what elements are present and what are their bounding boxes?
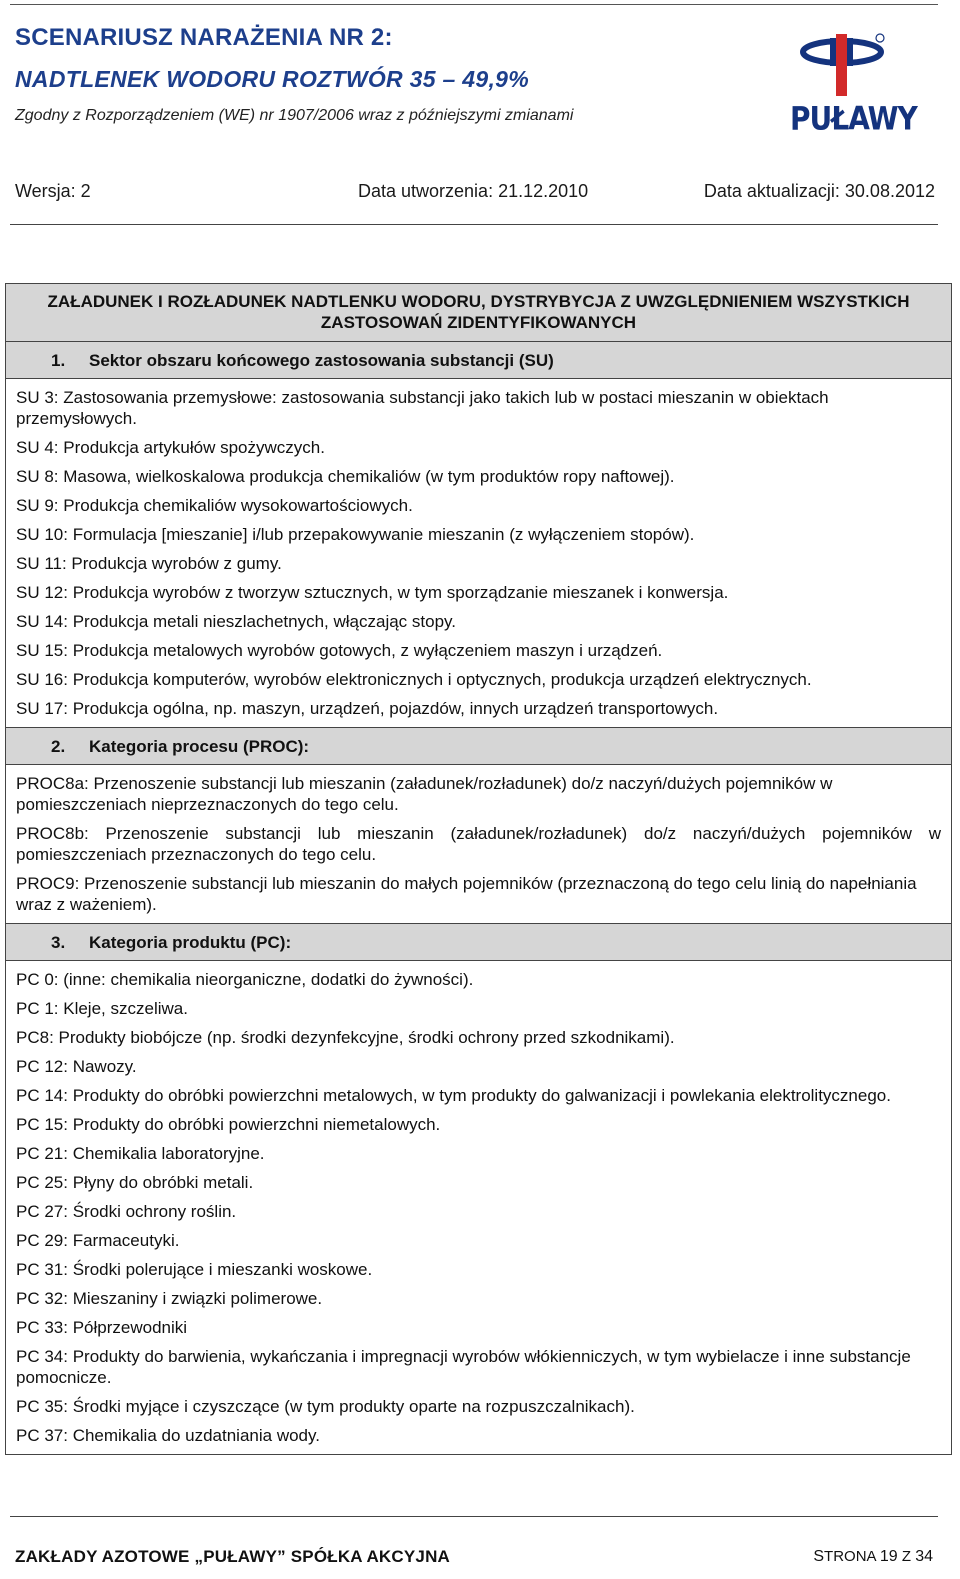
logo-wordmark: PUŁAWY xyxy=(790,99,917,138)
main-heading: ZAŁADUNEK I ROZŁADUNEK NADTLENKU WODORU, DYSTRYBYCJA Z UWZGLĘDNIENIEM WSZYSTKICH ZASTOSOWAŃ ZIDENTYFIKOWANYCH xyxy=(6,284,951,342)
scenario-title: SCENARIUSZ NARAŻENIA NR 2: xyxy=(15,24,393,51)
list-item: SU 3: Zastosowania przemysłowe: zastosowania substancji jako takich lub w postaci mieszanin w obiektach przemysłowych. xyxy=(16,388,829,428)
page-label-cap: S xyxy=(813,1548,825,1565)
section-heading-proc xyxy=(6,728,951,765)
version-label: Wersja: 2 xyxy=(15,181,91,201)
list-item: PROC9: Przenoszenie substancji lub mieszanin do małych pojemników (przeznaczoną do tego celu linią do napełniania wraz z ważeniem). xyxy=(16,874,917,914)
list-item: SU 11: Produkcja wyrobów z gumy. xyxy=(16,554,282,573)
list-item: PC 0: (inne: chemikalia nieorganiczne, dodatki do żywności). xyxy=(16,970,474,989)
list-item: PC 33: Półprzewodniki xyxy=(16,1318,188,1337)
section-title: Sektor obszaru końcowego zastosowania substancji (SU) xyxy=(89,351,554,370)
list-item: PC 31: Środki polerujące i mieszanki woskowe. xyxy=(16,1260,373,1279)
page-number xyxy=(813,1548,933,1566)
section-body-proc xyxy=(6,765,951,924)
list-item: PC 21: Chemikalia laboratoryjne. xyxy=(16,1144,265,1163)
section-number: 2. xyxy=(51,737,66,756)
list-item: SU 12: Produkcja wyrobów z tworzyw sztucznych, w tym sporządzanie mieszanek i konwersja. xyxy=(16,583,729,602)
section-number: 1. xyxy=(51,351,66,370)
list-item: PROC8b: Przenoszenie substancji lub mieszanin (załadunek/rozładunek) do/z naczyń/dużych pojemników w pomieszczeniach przeznaczonych do tego celu. xyxy=(16,824,941,864)
section-number: 3. xyxy=(51,933,66,952)
section-title: Kategoria produktu (PC): xyxy=(89,933,292,952)
section-body-pc xyxy=(6,961,951,1454)
section-heading-pc xyxy=(6,924,951,961)
list-item: PC 27: Środki ochrony roślin. xyxy=(16,1202,237,1221)
list-item: SU 9: Produkcja chemikaliów wysokowartościowych. xyxy=(16,496,413,515)
section-heading-su xyxy=(6,342,951,379)
list-item: SU 4: Produkcja artykułów spożywczych. xyxy=(16,438,325,457)
list-item: PC 35: Środki myjące i czyszczące (w tym produkty oparte na rozpuszczalnikach). xyxy=(16,1397,635,1416)
pulawy-logo-icon xyxy=(790,30,900,102)
document-meta xyxy=(15,181,935,203)
top-rule xyxy=(10,4,938,5)
page-of: Z xyxy=(901,1548,912,1565)
document-header xyxy=(15,24,775,125)
section-body-su xyxy=(6,379,951,728)
list-item: PC 15: Produkty do obróbki powierzchni niemetalowych. xyxy=(16,1115,441,1134)
page-total: 34 xyxy=(915,1548,933,1565)
footer-rule xyxy=(10,1516,938,1517)
list-item: PC 29: Farmaceutyki. xyxy=(16,1231,180,1250)
list-item: PC 25: Płyny do obróbki metali. xyxy=(16,1173,254,1192)
updated-date: Data aktualizacji: 30.08.2012 xyxy=(703,181,935,201)
list-item: PC 1: Kleje, szczeliwa. xyxy=(16,999,188,1018)
list-item: PC 37: Chemikalia do uzdatniania wody. xyxy=(16,1426,320,1445)
list-item: SU 15: Produkcja metalowych wyrobów gotowych, z wyłączeniem maszyn i urządzeń. xyxy=(16,641,663,660)
list-item: SU 16: Produkcja komputerów, wyrobów elektronicznych i optycznych, produkcja urządzeń elektrycznych. xyxy=(16,670,812,689)
list-item: SU 8: Masowa, wielkoskalowa produkcja chemikaliów (w tym produktów ropy naftowej). xyxy=(16,467,675,486)
footer-company: ZAKŁADY AZOTOWE „PUŁAWY” SPÓŁKA AKCYJNA xyxy=(15,1547,451,1566)
scenario-table xyxy=(5,283,952,1455)
page-current: 19 xyxy=(879,1548,898,1565)
list-item: PROC8a: Przenoszenie substancji lub mieszanin (załadunek/rozładunek) do/z naczyń/dużych pojemników w pomieszczeniach nieprzeznaczonych do tego celu. xyxy=(16,774,833,814)
list-item: PC 34: Produkty do barwienia, wykańczania i impregnacji wyrobów włókienniczych, w tym wybielacze i inne substancje pomocnicze. xyxy=(16,1347,911,1387)
page-label-word: TRONA xyxy=(824,1548,876,1565)
meta-rule xyxy=(10,224,938,225)
pulawy-logo xyxy=(790,30,917,140)
list-item: SU 14: Produkcja metali nieszlachetnych, włączając stopy. xyxy=(16,612,456,631)
list-item: PC 14: Produkty do obróbki powierzchni metalowych, w tym produkty do galwanizacji i powlekania elektrolitycznego. xyxy=(16,1086,891,1105)
list-item: SU 10: Formulacja [mieszanie] i/lub przepakowywanie mieszanin (z wyłączeniem stopów). xyxy=(16,525,695,544)
list-item: PC 12: Nawozy. xyxy=(16,1057,137,1076)
section-title: Kategoria procesu (PROC): xyxy=(89,737,310,756)
regulation-note: Zgodny z Rozporządzeniem (WE) nr 1907/2006 wraz z późniejszymi zmianami xyxy=(15,107,574,124)
created-date: Data utworzenia: 21.12.2010 xyxy=(358,181,589,201)
list-item: SU 17: Produkcja ogólna, np. maszyn, urządzeń, pojazdów, innych urządzeń transportowych. xyxy=(16,699,719,718)
substance-title: NADTLENEK WODORU ROZTWÓR 35 – 49,9% xyxy=(15,66,529,92)
list-item: PC8: Produkty biobójcze (np. środki dezynfekcyjne, środki ochrony przed szkodnikami). xyxy=(16,1028,675,1047)
list-item: PC 32: Mieszaniny i związki polimerowe. xyxy=(16,1289,323,1308)
